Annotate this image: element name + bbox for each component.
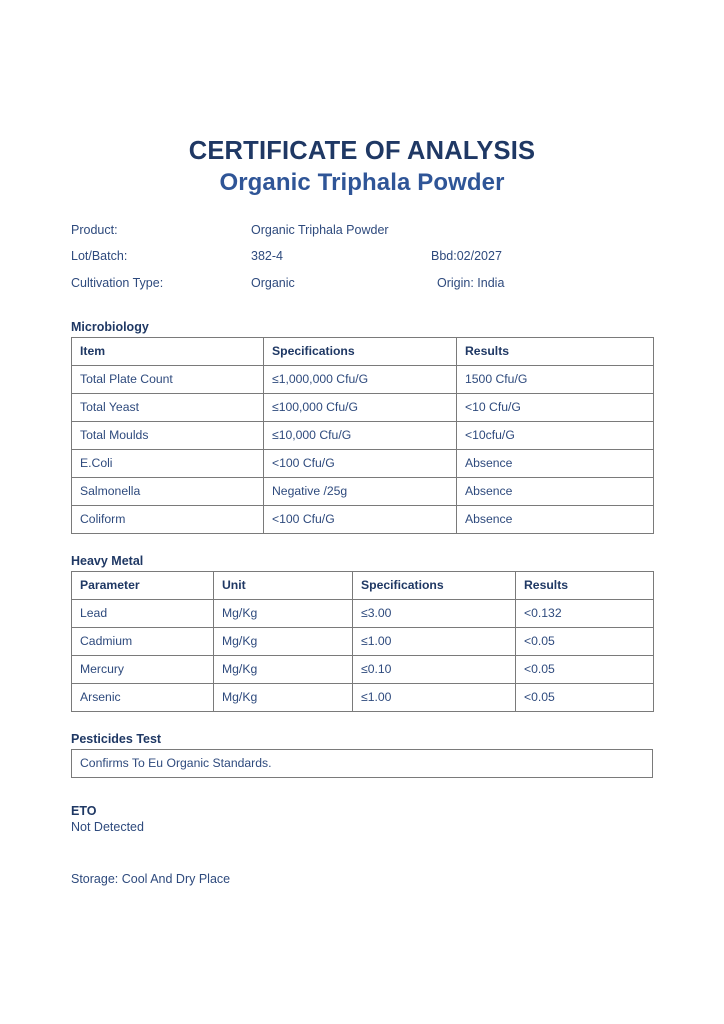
meta-label-cultivation-type: Cultivation Type: xyxy=(71,275,164,290)
cell-item: Total Moulds xyxy=(72,422,264,450)
cell-unit: Mg/Kg xyxy=(214,600,353,628)
cell-specification: Negative /25g xyxy=(264,478,457,506)
heavy-metal-table xyxy=(71,571,654,712)
table-row xyxy=(72,656,654,684)
meta-row-cultivation-type xyxy=(71,276,653,303)
table-row xyxy=(72,394,654,422)
cell-result: 1500 Cfu/G xyxy=(457,366,654,394)
cell-specification: ≤1.00 xyxy=(353,684,516,712)
meta-label-product: Product: xyxy=(71,222,118,237)
cell-specification: ≤3.00 xyxy=(353,600,516,628)
column-header-results: Results xyxy=(457,338,654,366)
meta-row-product xyxy=(71,223,653,250)
cell-result: Absence xyxy=(457,450,654,478)
cell-result: <0.05 xyxy=(516,628,654,656)
cell-parameter: Cadmium xyxy=(72,628,214,656)
column-header-specifications: Specifications xyxy=(353,572,516,600)
eto-result-value: Not Detected xyxy=(71,820,144,835)
table-row xyxy=(72,628,654,656)
cell-specification: ≤1,000,000 Cfu/G xyxy=(264,366,457,394)
product-meta-block xyxy=(71,223,653,303)
title-line-product: Organic Triphala Powder xyxy=(219,169,505,197)
cell-parameter: Arsenic xyxy=(72,684,214,712)
cell-specification: ≤10,000 Cfu/G xyxy=(264,422,457,450)
meta-value-cultivation-type: Organic xyxy=(251,275,295,290)
pesticides-statement-box: Confirms To Eu Organic Standards. xyxy=(71,749,653,778)
cell-item: Total Yeast xyxy=(72,394,264,422)
cell-item: Coliform xyxy=(72,506,264,534)
cell-result: <0.05 xyxy=(516,684,654,712)
column-header-results: Results xyxy=(516,572,654,600)
cell-result: <10cfu/G xyxy=(457,422,654,450)
cell-item: E.Coli xyxy=(72,450,264,478)
meta-extra-bbd: Bbd:02/2027 xyxy=(431,249,502,264)
spacer-before-heavy-metal xyxy=(71,534,653,554)
cell-specification: <100 Cfu/G xyxy=(264,450,457,478)
column-header-parameter: Parameter xyxy=(72,572,214,600)
column-header-item: Item xyxy=(72,338,264,366)
meta-extra-origin: Origin: India xyxy=(437,275,505,290)
section-heading-pesticides-test: Pesticides Test xyxy=(71,732,162,747)
document-title xyxy=(71,0,653,198)
cell-unit: Mg/Kg xyxy=(214,628,353,656)
cell-item: Salmonella xyxy=(72,478,264,506)
cell-parameter: Lead xyxy=(72,600,214,628)
cell-item: Total Plate Count xyxy=(72,366,264,394)
meta-value-lot-batch: 382-4 xyxy=(251,249,283,264)
meta-row-lot-batch xyxy=(71,249,653,276)
table-row xyxy=(72,506,654,534)
table-row xyxy=(72,366,654,394)
cell-specification: <100 Cfu/G xyxy=(264,506,457,534)
table-row xyxy=(72,478,654,506)
cell-parameter: Mercury xyxy=(72,656,214,684)
cell-result: Absence xyxy=(457,478,654,506)
table-header-row xyxy=(72,572,654,600)
column-header-unit: Unit xyxy=(214,572,353,600)
section-heading-microbiology: Microbiology xyxy=(71,320,149,335)
spacer-before-pesticides xyxy=(71,712,653,732)
section-heading-heavy-metal: Heavy Metal xyxy=(71,554,144,569)
section-heading-eto: ETO xyxy=(71,804,97,819)
cell-result: <0.132 xyxy=(516,600,654,628)
spacer-before-microbiology xyxy=(71,302,653,320)
meta-label-lot-batch: Lot/Batch: xyxy=(71,249,128,264)
cell-specification: ≤1.00 xyxy=(353,628,516,656)
cell-specification: ≤0.10 xyxy=(353,656,516,684)
title-line-certificate: CERTIFICATE OF ANALYSIS xyxy=(188,137,536,165)
cell-specification: ≤100,000 Cfu/G xyxy=(264,394,457,422)
cell-unit: Mg/Kg xyxy=(214,684,353,712)
table-row xyxy=(72,600,654,628)
cell-unit: Mg/Kg xyxy=(214,656,353,684)
column-header-specifications: Specifications xyxy=(264,338,457,366)
storage-statement: Storage: Cool And Dry Place xyxy=(71,872,231,887)
microbiology-table xyxy=(71,337,654,534)
document-content xyxy=(71,0,653,886)
table-row xyxy=(72,422,654,450)
cell-result: <10 Cfu/G xyxy=(457,394,654,422)
meta-value-product: Organic Triphala Powder xyxy=(251,222,389,237)
table-row xyxy=(72,684,654,712)
table-row xyxy=(72,450,654,478)
cell-result: <0.05 xyxy=(516,656,654,684)
cell-result: Absence xyxy=(457,506,654,534)
table-header-row xyxy=(72,338,654,366)
